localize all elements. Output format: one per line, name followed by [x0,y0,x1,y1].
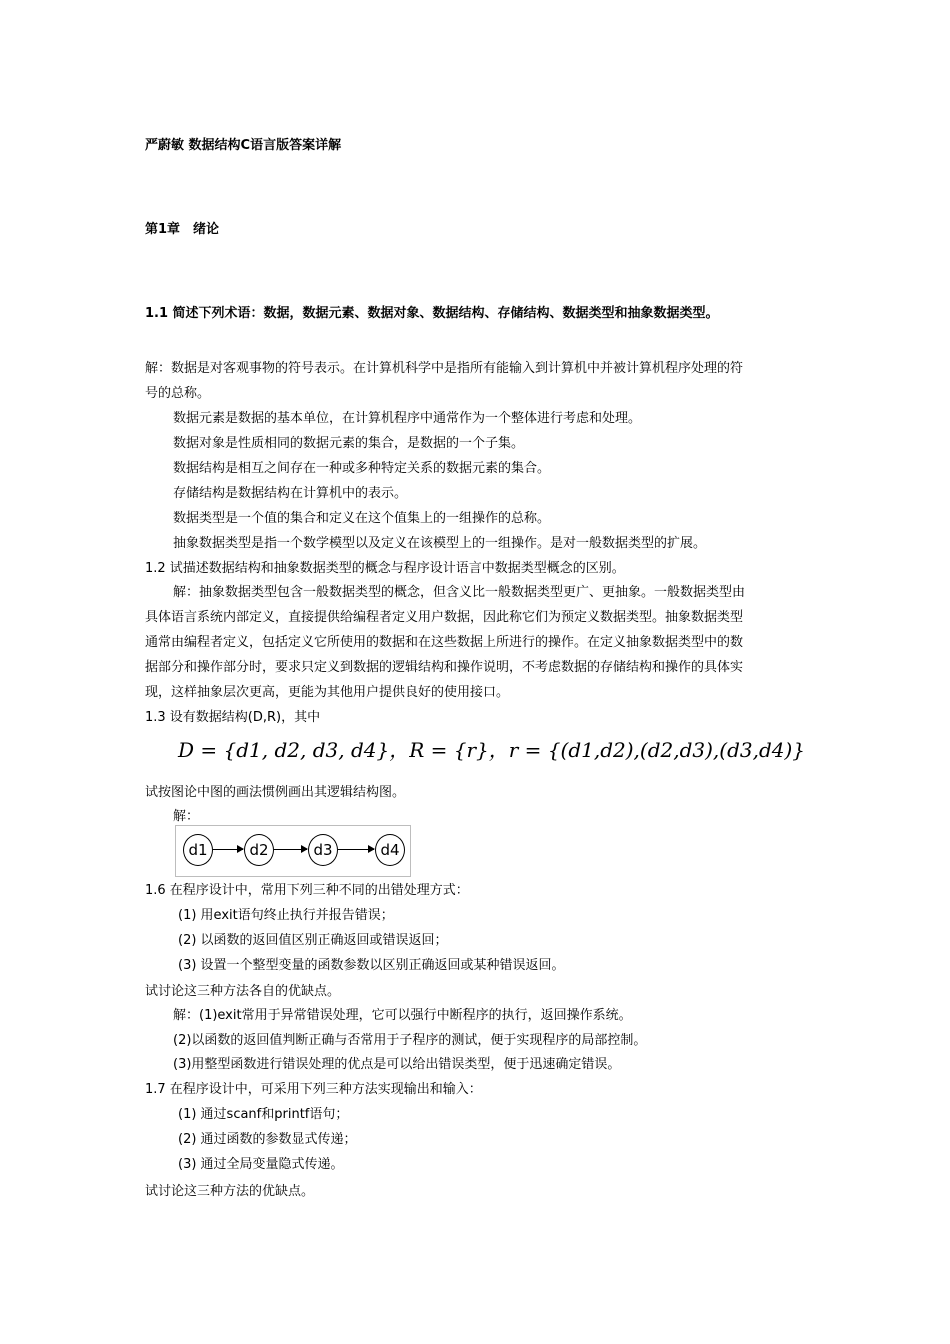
logical-structure-diagram [175,825,411,877]
option-item: (1) 用exit语句终止执行并报告错误； [178,908,394,923]
answer-label: 解： [173,809,200,824]
option-item: (2) 通过函数的参数显式传递； [178,1132,357,1147]
question-1-7: 1.7 在程序设计中，可采用下列三种方法实现输出和输入： [145,1082,482,1097]
answer-1-2-line: 据部分和操作部分时，要求只定义到数据的逻辑结构和操作说明，不考虑数据的存储结构和操作的具体实 [145,660,744,675]
edge-arrow [213,849,243,850]
definition-item: 数据对象是性质相同的数据元素的集合，是数据的一个子集。 [173,436,525,451]
answer-1-6-line: 解：(1)exit常用于异常错误处理，它可以强行中断程序的执行，返回操作系统。 [173,1008,632,1023]
definition-item: 数据结构是相互之间存在一种或多种特定关系的数据元素的集合。 [173,461,551,476]
answer-1-2-line: 解：抽象数据类型包含一般数据类型的概念，但含义比一般数据类型更广、更抽象。一般数据类型由 [173,585,746,600]
question-1-7-prompt: 试讨论这三种方法的优缺点。 [145,1184,315,1199]
definition-item: 抽象数据类型是指一个数学模型以及定义在该模型上的一组操作。是对一般数据类型的扩展。 [173,536,707,551]
definition-item: 数据类型是一个值的集合和定义在这个值集上的一组操作的总称。 [173,511,551,526]
answer-1-6-line: (3)用整型函数进行错误处理的优点是可以给出错误类型，便于迅速确定错误。 [173,1057,621,1072]
question-1-6: 1.6 在程序设计中，常用下列三种不同的出错处理方式： [145,883,469,898]
definition-item: 数据元素是数据的基本单位，在计算机程序中通常作为一个整体进行考虑和处理。 [173,411,642,426]
answer-1-2-line: 现，这样抽象层次更高，更能为其他用户提供良好的使用接口。 [145,685,510,700]
node-d1: d1 [183,834,213,866]
option-item: (3) 设置一个整型变量的函数参数以区别正确返回或某种错误返回。 [178,958,565,973]
question-1-1: 1.1 简述下列术语：数据，数据元素、数据对象、数据结构、存储结构、数据类型和抽象数据类型。 [145,306,719,321]
answer-1-2-line: 具体语言系统内部定义，直接提供给编程者定义用户数据，因此称它们为预定义数据类型。抽象数据类型 [145,610,744,625]
answer-1-2-line: 通常由编程者定义，包括定义它所使用的数据和在这些数据上所进行的操作。在定义抽象数据类型中的数 [145,635,744,650]
answer-1-1-line: 号的总称。 [145,386,211,401]
question-1-6-prompt: 试讨论这三种方法各自的优缺点。 [145,984,341,999]
question-1-2: 1.2 试描述数据结构和抽象数据类型的概念与程序设计语言中数据类型概念的区别。 [145,561,625,576]
node-d3: d3 [308,834,338,866]
document-title: 严蔚敏 数据结构C语言版答案详解 [145,138,342,153]
answer-1-6-line: (2)以函数的返回值判断正确与否常用于子程序的测试，便于实现程序的局部控制。 [173,1033,647,1048]
chapter-heading: 第1章 绪论 [145,222,220,237]
option-item: (3) 通过全局变量隐式传递。 [178,1157,344,1172]
definition-item: 存储结构是数据结构在计算机中的表示。 [173,486,408,501]
edge-arrow [274,849,307,850]
question-1-3: 1.3 设有数据结构(D,R)，其中 [145,710,321,725]
option-item: (1) 通过scanf和printf语句； [178,1107,349,1122]
question-1-3-prompt: 试按图论中图的画法惯例画出其逻辑结构图。 [145,785,406,800]
answer-1-1-line: 解：数据是对客观事物的符号表示。在计算机科学中是指所有能输入到计算机中并被计算机程序处理的符 [145,361,744,376]
set-formula: D = {d1, d2, d3, d4}，R = {r}，r = {(d1,d2),(d2,d3),(d3,d4)} [178,738,806,762]
node-d4: d4 [375,834,405,866]
node-d2: d2 [244,834,274,866]
edge-arrow [338,849,374,850]
option-item: (2) 以函数的返回值区别正确返回或错误返回； [178,933,448,948]
